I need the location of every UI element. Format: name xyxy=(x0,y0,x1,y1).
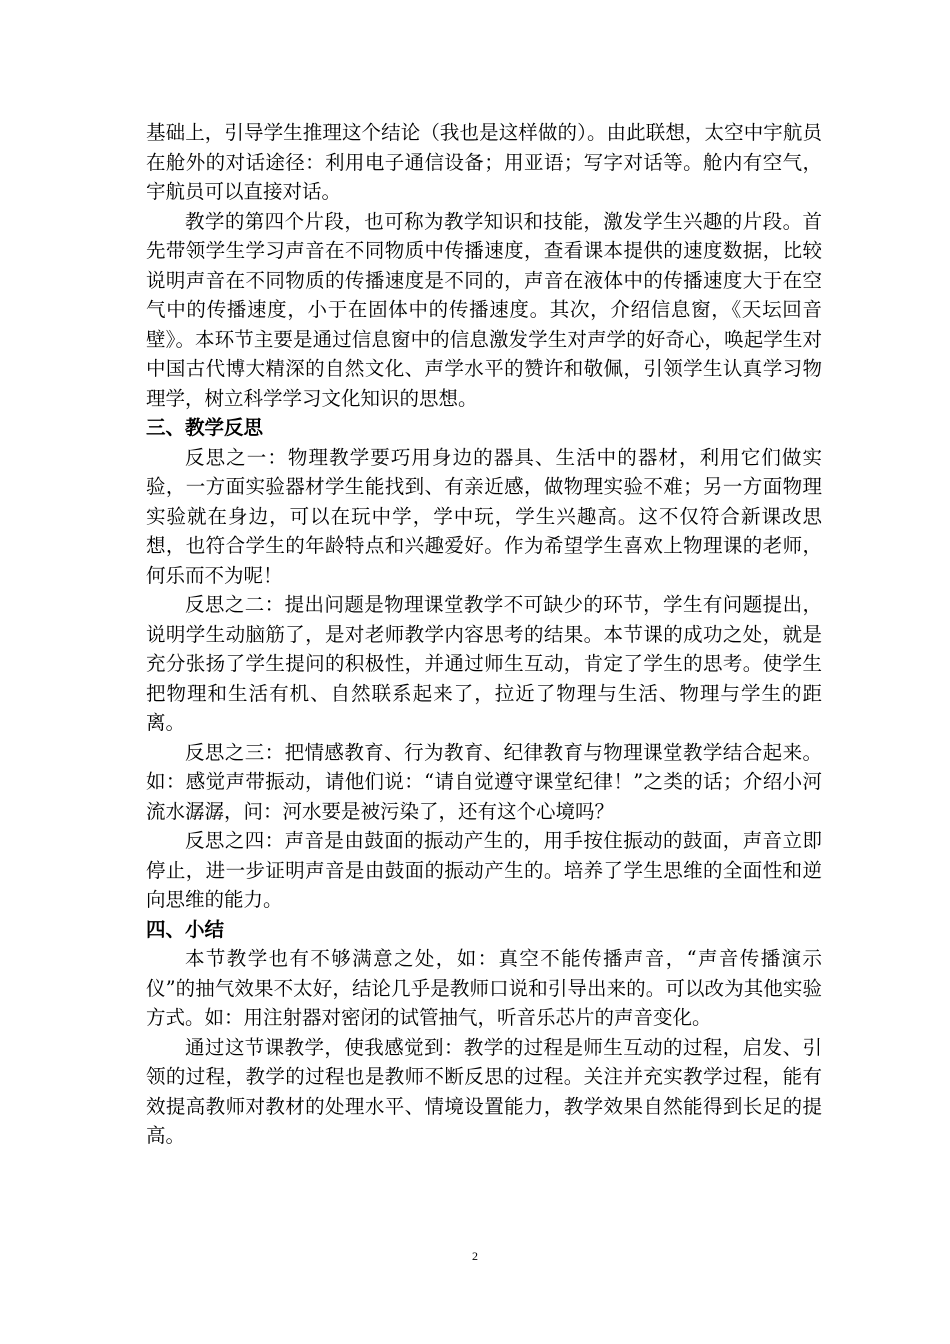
paragraph-reflection-3: 反思之三：把情感教育、行为教育、纪律教育与物理课堂教学结合起来。如：感觉声带振动，请他们说：“请自觉遵守课堂纪律！”之类的话；介绍小河流水潺潺，问：河水要是被污染了，还有这个心境吗？ xyxy=(146,740,822,823)
paragraph-summary-2: 通过这节课教学，使我感觉到：教学的过程是师生互动的过程，启发、引领的过程，教学的过程也是教师不断反思的过程。关注并充实教学过程，能有效提高教师对教材的处理水平、情境设置能力，教学效果自然能得到长足的提高。 xyxy=(146,1035,822,1147)
paragraph-reflection-2: 反思之二：提出问题是物理课堂教学不可缺少的环节，学生有问题提出，说明学生动脑筋了，是对老师教学内容思考的结果。本节课的成功之处，就是充分张扬了学生提问的积极性，并通过师生互动，肯定了学生的思考。使学生把物理和生活有机、自然联系起来了，拉近了物理与生活、物理与学生的距离。 xyxy=(146,593,822,734)
section-heading-reflection: 三、教学反思 xyxy=(146,416,264,439)
page-number: 2 xyxy=(472,1249,478,1263)
paragraph-reflection-4: 反思之四：声音是由鼓面的振动产生的，用手按住振动的鼓面，声音立即停止，进一步证明声音是由鼓面的振动产生的。培养了学生思维的全面性和逆向思维的能力。 xyxy=(146,829,822,911)
document-body xyxy=(146,118,822,1151)
section-heading-summary: 四、小结 xyxy=(146,917,225,941)
paragraph-continuation: 基础上，引导学生推理这个结论（我也是这样做的）。由此联想，太空中宇航员在舱外的对话途径：利用电子通信设备；用亚语；写字对话等。舱内有空气，宇航员可以直接对话。 xyxy=(146,121,822,203)
paragraph-reflection-1: 反思之一：物理教学要巧用身边的器具、生活中的器材，利用它们做实验，一方面实验器材学生能找到、有亲近感，做物理实验不难；另一方面物理实验就在身边，可以在玩中学，学中玩，学生兴趣高。这不仅符合新课改思想，也符合学生的年龄特点和兴趣爱好。作为希望学生喜欢上物理课的老师，何乐而不为呢！ xyxy=(146,445,822,587)
paragraph-fourth-segment: 教学的第四个片段，也可称为教学知识和技能，激发学生兴趣的片段。首先带领学生学习声音在不同物质中传播速度，查看课本提供的速度数据，比较说明声音在不同物质的传播速度是不同的，声音在液体中的传播速度大于在空气中的传播速度，小于在固体中的传播速度。其次，介绍信息窗，《天坛回音壁》。本环节主要是通过信息窗中的信息激发学生对声学的好奇心，唤起学生对中国古代博大精深的自然文化、声学水平的赞许和敬佩，引领学生认真学习物理学，树立科学学习文化知识的思想。 xyxy=(146,209,822,410)
paragraph-summary-1: 本节教学也有不够满意之处，如：真空不能传播声音，“声音传播演示仪”的抽气效果不太好，结论几乎是教师口说和引导出来的。可以改为其他实验方式。如：用注射器对密闭的试管抽气，听音乐芯片的声音变化。 xyxy=(146,947,822,1029)
